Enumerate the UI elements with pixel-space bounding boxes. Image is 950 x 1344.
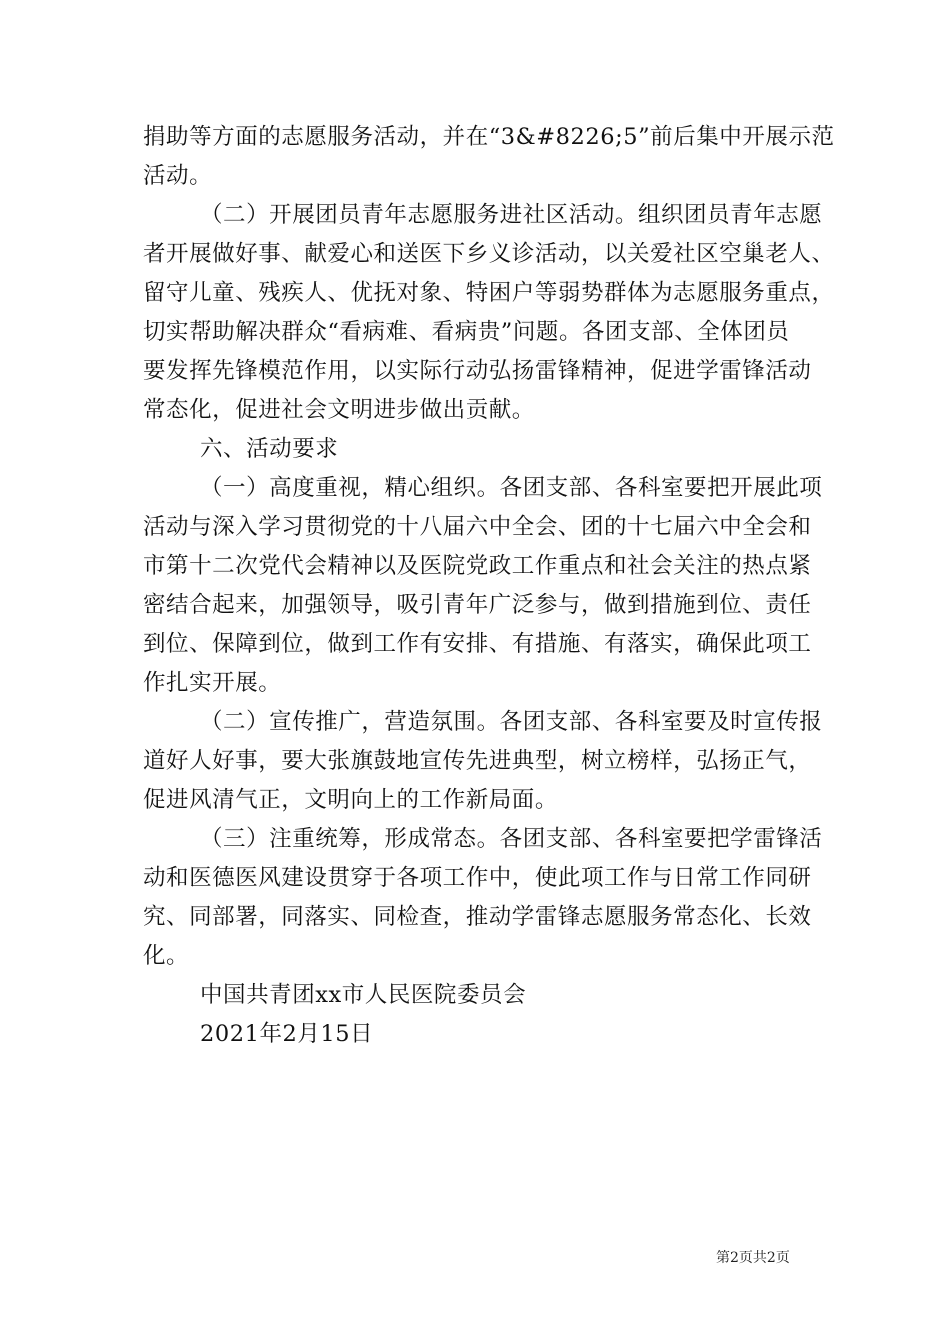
paragraph-line: 活动与深入学习贯彻党的十八届六中全会、团的十七届六中全会和 [143,514,812,540]
paragraph-line: 促进风清气正，文明向上的工作新局面。 [143,787,558,813]
paragraph-line: 化。 [143,943,190,969]
paragraph-line: 活动。 [143,163,213,189]
section-heading: 六、活动要求 [200,436,339,462]
paragraph-line: 者开展做好事、献爱心和送医下乡义诊活动，以关爱社区空巢老人、 [143,241,835,267]
paragraph-line: 市第十二次党代会精神以及医院党政工作重点和社会关注的热点紧 [143,553,812,579]
paragraph-line: 道好人好事，要大张旗鼓地宣传先进典型，树立榜样，弘扬正气， [143,748,812,774]
paragraph-line: 到位、保障到位，做到工作有安排、有措施、有落实，确保此项工 [143,631,812,657]
paragraph-line: 密结合起来，加强领导，吸引青年广泛参与，做到措施到位、责任 [143,592,812,618]
paragraph-line: 切实帮助解决群众“看病难、看病贵”问题。各团支部、全体团员 [143,319,790,345]
paragraph-line: （二）开展团员青年志愿服务进社区活动。组织团员青年志愿 [200,202,823,228]
paragraph-line: 动和医德医风建设贯穿于各项工作中，使此项工作与日常工作同研 [143,865,812,891]
signature-organization: 中国共青团xx市人民医院委员会 [200,982,527,1008]
paragraph-line: 要发挥先锋模范作用，以实际行动弘扬雷锋精神，促进学雷锋活动 [143,358,812,384]
paragraph-line: （一）高度重视，精心组织。各团支部、各科室要把开展此项 [200,475,823,501]
paragraph-line: 常态化，促进社会文明进步做出贡献。 [143,397,535,423]
page-number: 第2页共2页 [716,1250,790,1266]
paragraph-line: （三）注重统筹，形成常态。各团支部、各科室要把学雷锋活 [200,826,823,852]
signature-date: 2021年2月15日 [200,1021,374,1047]
paragraph-line: 捐助等方面的志愿服务活动，并在“3&#8226;5”前后集中开展示范 [143,124,835,150]
paragraph-line: 作扎实开展。 [143,670,282,696]
paragraph-line: （二）宣传推广，营造氛围。各团支部、各科室要及时宣传报 [200,709,823,735]
paragraph-line: 究、同部署，同落实、同检查，推动学雷锋志愿服务常态化、长效 [143,904,812,930]
paragraph-line: 留守儿童、残疾人、优抚对象、特困户等弱势群体为志愿服务重点， [143,280,835,306]
